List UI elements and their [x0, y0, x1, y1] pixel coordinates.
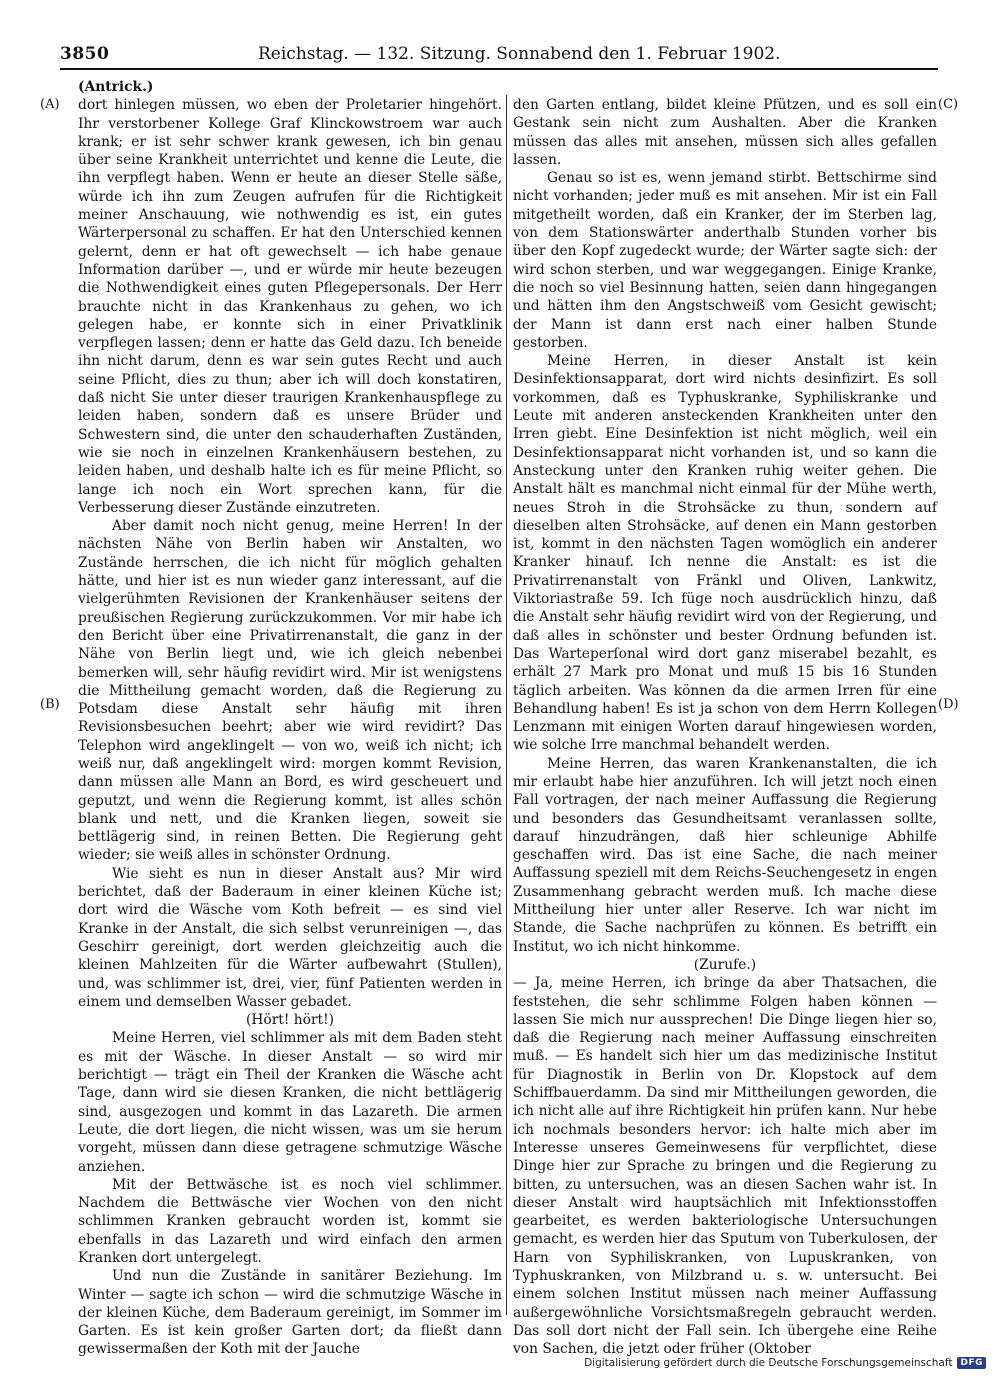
- paragraph: Meine Herren, viel schlimmer als mit dem Baden steht es mit der Wäsche. In dieser Anstalt — so wird mir berichtigt — trägt ein Theil der Kranken die Wäsche acht Tage, dann wird sie diesen Kranken, die nicht bettlägerig sind, ausgezogen und kommt in das Lazareth. Die armen Leute, die dort liegen, die nicht wissen, was um sie herum vorgeht, müssen dann diese getragene schmutzige Wäsche anziehen.: [78, 1030, 502, 1175]
- dfg-logo: DFG: [957, 1357, 986, 1369]
- margin-letter-b: (B): [40, 697, 60, 712]
- paragraph: dort hinlegen müssen, wo eben der Proletarier hingehört. Ihr verstorbener Kollege Graf Klinckowstroem war auch krank; er ist sehr schwer krank gewesen, ich bin genau über seine Krankheit unterrichtet und kenne die Leute, die ihn verpflegt haben. Wenn er heute an dieser Stelle säße, würde ich ihn zum Zeugen aufrufen für die Richtigkeit meiner Anschauung, wie nothwendig es ist, ein gutes Wärterpersonal zu schaffen. Er hat den Unterschied kennen gelernt, denn er hat oft gewechselt — ich habe genaue Information darüber —, und er würde mir heute bezeugen die Nothwendigkeit eines guten Pflegepersonals. Der Herr brauchte nicht in das Krankenhaus zu gehen, wo ich gelegen habe, er konnte sich in einer Privatklinik verpflegen lassen; denn er hatte das Geld dazu. Ich beneide ihn nicht darum, denn es war sein gutes Recht und auch seine Pflicht, dies zu thun; aber ich will doch konstatiren, daß nicht Sie unter dieser traurigen Krankenhauspflege zu leiden haben, sondern daß es unsere Brüder und Schwestern sind, die unter den schauderhaften Zuständen, wie sie noch in einzelnen Krankenhäusern bestehen, zu leiden haben, und deshalb halte ich es für meine Pflicht, so lange ich noch ein Wort sprechen kann, für die Verbesserung dieser Zustände einzutreten.: [78, 97, 502, 516]
- margin-letter-a: (A): [40, 97, 60, 112]
- footer: [584, 1357, 986, 1369]
- paragraph: Genau so ist es, wenn jemand stirbt. Bettschirme sind nicht vorhanden; jeder muß es mit ansehen. Mir ist ein Fall mitgetheilt worden, daß ein Kranker, der im Sterben lag, von dem Stationswärter anderthalb Stunden vorher bis über den Kopf zugedeckt wurde; der Wärter sagte sich: der wird schon sterben, und war weggegangen. Einige Kranke, die noch so viel Besinnung hatten, seien dann hingegangen und hätten ihm den Angstschweiß vom Gesicht gewischt; der Mann ist dann erst nach einer halben Stunde gestorben.: [513, 170, 937, 351]
- page-number: 3850: [60, 44, 110, 64]
- left-column: [78, 78, 502, 1359]
- interjection: (Hört! hört!): [245, 1012, 335, 1029]
- header-rule: [60, 68, 938, 70]
- paragraph: Mit der Bettwäsche ist es noch viel schlimmer. Nachdem die Bettwäsche vier Wochen von den nicht schlimmen Kranken gebraucht worden ist, kommt sie ebenfalls in das Lazareth und wird einfach den armen Kranken dort untergelegt.: [78, 1176, 502, 1266]
- paragraph: Aber damit noch nicht genug, meine Herren! In der nächsten Nähe von Berlin haben wir Anstalten, wo Zustände herrschen, die ich nicht für möglich gehalten hätte, und hier ist es nun wieder ganz interessant, auf die vielgerühmten Revisionen der Krankenhäuser seitens der preußischen Regierung zurückzukommen. Vor mir habe ich den Bericht über eine Privatirrenanstalt, die ganz in der Nähe von Berlin liegt und, wie ich gleich nebenbei bemerken will, sehr häufig revidirt wird. Mir ist wenigstens die Mittheilung gemacht worden, daß die Regierung zu Potsdam diese Anstalt sehr häufig mit ihren Revisionsbesuchen beehrt; aber wie wird revidirt? Das Telephon wird angeklingelt — von wo, weiß ich nicht; ich weiß nur, daß angeklingelt wird: morgen kommt Revision, dann müssen alle Mann an Bord, es wird gescheuert und geputzt, und wenn die Regierung kommt, ist alles schön blank und nett, und die Kranken liegen, soweit sie bettlägerig sind, in reinen Betten. Die Regierung geht wieder; sie weiß alles in schönster Ordnung.: [78, 518, 502, 864]
- running-title: Reichstag. — 132. Sitzung. Sonnabend den 1. Februar 1902.: [258, 44, 781, 64]
- paragraph: Und nun die Zustände in sanitärer Beziehung. Im Winter — sagte ich schon — wird die schmutzige Wäsche in der kleinen Küche, dem Baderaum gereinigt, im Sommer im Garten. Es ist kein großer Garten dort; da fließt dann gewissermaßen der Koth mit der Jauche: [78, 1268, 502, 1358]
- paragraph: den Garten entlang, bildet kleine Pfützen, und es soll ein Gestank sein nicht zum Aushalten. Aber die Kranken müssen das alles mit ansehen, müssen sich alles gefallen lassen.: [513, 97, 937, 168]
- paragraph: Wie sieht es nun in dieser Anstalt aus? Mir wird berichtet, daß der Baderaum in einer kleinen Küche ist; dort wird die Wäsche vom Koth befreit — es sind viel Kranke in der Anstalt, die sich selbst verunreinigen —, das Geschirr gereinigt, dort werden gleichzeitig auch die kleinen Mahlzeiten für die Wärter aufbewahrt (Stullen), und, was schlimmer ist, drei, vier, fünf Patienten werden in einem und demselben Wasser gebadet.: [78, 865, 502, 1010]
- speaker-tag: (Antrick.): [78, 79, 154, 95]
- right-column: [513, 96, 937, 1358]
- margin-letter-c: (C): [938, 97, 959, 112]
- margin-letter-d: (D): [938, 697, 959, 712]
- page-header: [60, 44, 938, 68]
- interjection: (Zurufe.): [693, 956, 757, 973]
- column-divider: [506, 95, 507, 1315]
- paragraph: — Ja, meine Herren, ich bringe da aber Thatsachen, die feststehen, die sehr schlimme Folgen haben können — lassen Sie mich nur aussprechen! Die Dinge liegen hier so, daß die Regierung nach meiner Auffassung einschreiten muß. — Es handelt sich hier um das medizinische Institut für Diagnostik in Berlin von Dr. Klopstock auf dem Schiffbauerdamm. Da sind mir Mittheilungen geworden, die ich nicht alle auf ihre Richtigkeit hin prüfen kann. Nur hebe ich nochmals besonders hervor: ich halte mich aber im Interesse unseres Gemeinwesens für verpflichtet, diese Dinge hier zur Sprache zu bringen und die Regierung zu bitten, zu untersuchen, was an diesen Sachen wahr ist. In dieser Anstalt wird hauptsächlich mit Infektionsstoffen gearbeitet, es werden bakteriologische Untersuchungen gemacht, es werden hier das Sputum von Tuberkulosen, der Harn von Syphiliskranken, von Lupuskranken, von Typhuskranken, von Milzbrand u. s. w. untersucht. Bei einem solchen Institut müssen nach meiner Auffassung außergewöhnliche Vorsichtsmaßregeln gebraucht werden. Das soll dort nicht der Fall sein. Ich übergehe eine Reihe von Sachen, die jetzt oder früher (Oktober: [513, 975, 937, 1358]
- funding-notice: Digitalisierung gefördert durch die Deutsche Forschungsgemeinschaft: [584, 1357, 953, 1369]
- paragraph: Meine Herren, das waren Krankenanstalten, die ich mir erlaubt habe hier anzuführen. Ich will jetzt noch einen Fall vortragen, der nach meiner Auffassung die Regierung und besonders das Gesundheitsamt veranlassen sollte, darauf hinzudrängen, daß hier schleunige Abhilfe geschaffen wird. Das ist eine Sache, die nach meiner Auffassung speziell mit dem Reichs-Seuchengesetz in engen Zusammenhang gebracht werden muß. Ich mache diese Mittheilung hier unter aller Reserve. Ich war nicht im Stande, die Sache nachprüfen zu können. Es betrifft ein Institut, wo ich nicht hinkomme.: [513, 755, 937, 955]
- paragraph: Meine Herren, in dieser Anstalt ist kein Desinfektionsapparat, dort wird nichts desinfizirt. Es soll vorkommen, daß es Typhuskranke, Syphiliskranke und Leute mit anderen ansteckenden Krankheiten unter den Irren giebt. Eine Desinfektion ist nicht möglich, weil ein Desinfektionsapparat nicht vorhanden ist, und so kann die Ansteckung unter den Kranken ruhig weiter gehen. Die Anstalt hält es manchmal nicht einmal für der Mühe werth, neues Stroh in die Strohsäcke zu thun, sondern auf dieselben alten Strohsäcke, auf denen ein Mann gestorben ist, kommt in den nächsten Tagen womöglich ein anderer Kranker hinauf. Ich nenne die Anstalt: es ist die Privatirrenanstalt von Fränkl und Oliven, Lankwitz, Viktoriastraße 59. Ich füge noch ausdrücklich hinzu, daß die Anstalt sehr häufig revidirt wird von der Regierung, und daß alles in schönster und bester Ordnung befunden ist. Das Warteperſonal wird dort ganz miserabel bezahlt, es erhält 27 Mark pro Monat und muß 15 bis 16 Stunden täglich arbeiten. Was können da die armen Irren für eine Behandlung haben! Es ist ja schon von dem Herrn Kollegen Lenzmann mit einigen Worten darauf hingewiesen worden, wie solche Irre manchmal behandelt werden.: [513, 353, 937, 754]
